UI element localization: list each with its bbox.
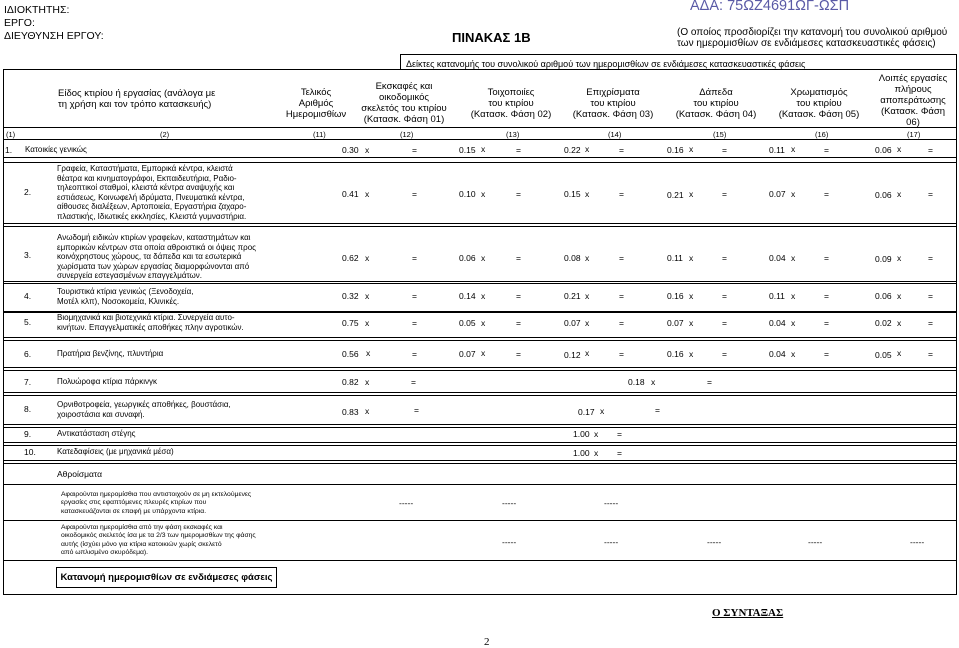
table-description — [677, 27, 947, 49]
rule — [3, 223, 957, 224]
value-cell: 0.11 — [667, 253, 683, 263]
value-cell: 0.02 — [875, 318, 892, 328]
equals-sign: = — [619, 253, 624, 263]
row-description-line: συνεργεία εστεγασμένων επαγγελμάτων. — [57, 271, 202, 281]
row-number: 5. — [24, 317, 32, 327]
row-description-line: Ανωδομή ειδικών κτιρίων γραφείων, καταστημάτων και — [57, 233, 251, 242]
times-sign: x — [791, 253, 796, 263]
value-cell: 0.05 — [875, 350, 892, 360]
row-description-line: θέατρα και κινηματογράφοι, Εκπαιδευτήρια, Ραδιο- — [57, 173, 237, 183]
equals-sign: = — [619, 145, 624, 155]
times-sign: x — [651, 377, 656, 387]
header-line: (Κατασκ. Φάση — [880, 106, 946, 117]
header-phase-01 — [356, 81, 452, 125]
header-line: του κτιρίου — [796, 98, 842, 109]
value-cell: 0.07 — [564, 318, 581, 328]
equals-sign: = — [722, 253, 727, 263]
times-sign: x — [481, 189, 486, 199]
equals-sign: = — [412, 145, 417, 155]
header-line: Αριθμός — [298, 98, 334, 109]
row-description — [57, 287, 193, 306]
column-number: (15) — [713, 130, 727, 139]
rule — [3, 460, 957, 461]
row-description: Πρατήρια βενζίνης, πλυντήρια — [57, 349, 164, 358]
times-sign: x — [365, 253, 370, 263]
row-description: Πολυώροφα κτίρια πάρκινγκ — [57, 377, 158, 386]
dash-placeholder: ----- — [604, 537, 619, 547]
note-line: Αφαιρούνται ημερομίσθια που αντιστοιχούν σε μη εκτελούμενες — [61, 491, 252, 498]
times-sign: x — [365, 189, 370, 199]
equals-sign: = — [617, 429, 622, 439]
header-line: πλήρους — [894, 84, 932, 95]
header-phase-03 — [565, 87, 661, 120]
rule — [3, 520, 957, 521]
note-line: εργασίες στις εφαπτόμενες πλευρές κτιρίων που — [61, 499, 207, 507]
row-description — [57, 164, 246, 222]
value-cell: 0.07 — [459, 349, 476, 359]
value-cell: 0.75 — [342, 318, 359, 328]
row-number: 7. — [24, 377, 32, 387]
equals-sign: = — [412, 318, 417, 328]
rule — [3, 69, 957, 70]
times-sign: x — [897, 253, 902, 263]
note-line: αυτής (ίσχύει μόνο για κτίρια κατοικιών χωρίς σκελετό — [61, 540, 222, 548]
note-line: οικοδομικός σκελετός ίσα με τα 2/3 των ημερομισθίων της φάσης — [61, 532, 256, 540]
row-number: 2. — [24, 187, 32, 197]
column-number: (12) — [400, 130, 414, 139]
equals-sign: = — [412, 189, 417, 199]
row-number: 8. — [24, 404, 32, 414]
header-line: (Κατασκ. Φάση 02) — [470, 109, 552, 120]
header-phase-04 — [668, 87, 764, 120]
header-line: του κτιρίου — [590, 98, 636, 109]
header-line: Χρωματισμός — [790, 87, 848, 98]
column-number: (11) — [313, 130, 326, 139]
value-cell: 0.41 — [342, 189, 359, 199]
times-sign: x — [689, 291, 694, 301]
note-line: κατασκευάζονται σε επαφή με υπάρχοντα κτίρια. — [61, 507, 207, 515]
rule — [3, 463, 957, 464]
times-sign: x — [481, 144, 486, 154]
equals-sign: = — [619, 349, 624, 359]
rule — [3, 157, 957, 158]
row-description-line: εμπορικών κέντρων στα οποία αθροιστικά οι όψεις προς — [57, 242, 256, 252]
row-description-line: Γραφεία, Καταστήματα, Εμπορικά κέντρα, κλειστά — [57, 164, 233, 173]
rule — [400, 54, 957, 55]
value-cell: 0.04 — [769, 349, 786, 359]
equals-sign: = — [722, 145, 727, 155]
row-number: 9. — [24, 429, 32, 439]
rule — [3, 442, 957, 443]
value-cell: 0.09 — [875, 254, 892, 264]
value-cell: 0.16 — [667, 349, 684, 359]
row-description-line: πλαστικής, Ιδιωτικές εκκλησίες, Κλειστά γυμναστήρια. — [57, 211, 247, 221]
project-label: ΕΡΓΟ: — [4, 17, 35, 29]
times-sign: x — [585, 318, 590, 328]
rule — [400, 54, 401, 69]
times-sign: x — [365, 318, 370, 328]
row-number: 10. — [24, 447, 36, 457]
equals-sign: = — [928, 253, 933, 263]
value-cell: 0.07 — [667, 318, 684, 328]
owner-label: ΙΔΙΟΚΤΗΤΗΣ: — [4, 4, 70, 16]
header-phase-02 — [463, 87, 559, 120]
times-sign: x — [585, 253, 590, 263]
value-cell: 0.11 — [769, 145, 785, 155]
equals-sign: = — [412, 253, 417, 263]
value-cell: 0.21 — [564, 291, 581, 301]
times-sign: x — [791, 349, 796, 359]
times-sign: x — [897, 318, 902, 328]
header-line: (Κατασκ. Φάση 04) — [675, 109, 757, 120]
row-description-line: χοιροστάσια και συναφή. — [57, 409, 145, 419]
deduction-note-adjacent — [61, 491, 251, 516]
note-line: Αφαιρούνται ημερομίσθια από την φάση εκσκαφές και — [61, 524, 223, 531]
equals-sign: = — [516, 189, 521, 199]
times-sign: x — [594, 429, 599, 439]
value-cell: 0.08 — [564, 253, 581, 263]
times-sign: x — [481, 291, 486, 301]
header-line: (Κατασκ. Φάση 03) — [572, 109, 654, 120]
rule — [3, 69, 4, 594]
table-title: ΠΙΝΑΚΑΣ 1Β — [452, 30, 531, 45]
value-cell: 0.12 — [564, 350, 581, 360]
header-line: Εκσκαφές και — [375, 81, 433, 92]
equals-sign: = — [722, 349, 727, 359]
table-description-line: των ημερομισθίων σε ενδιάμεσες κατασκευαστικές φάσεις) — [677, 38, 936, 49]
value-cell: 0.07 — [769, 189, 786, 199]
row-description-line: κοινόχρηστους χώρους, τα δάπεδα και τα εσωτερικά — [57, 252, 242, 262]
value-cell: 0.04 — [769, 318, 786, 328]
value-cell: 0.16 — [667, 291, 684, 301]
header-line: Επιχρίσματα — [586, 87, 640, 98]
row-number: 6. — [24, 349, 32, 359]
column-number: (17) — [907, 130, 921, 139]
phase-indices-subtitle: Δείκτες κατανομής του συνολικού αριθμού των ημερομισθίων σε ενδιάμεσες κατασκευαστικές φάσεις — [406, 59, 806, 69]
times-sign: x — [689, 318, 694, 328]
header-final-days — [283, 87, 349, 120]
equals-sign: = — [928, 291, 933, 301]
row-number: 4. — [24, 291, 32, 301]
header-line: τη χρήση και τον τρόπο κατασκευής) — [58, 99, 212, 110]
rule — [3, 427, 957, 428]
equals-sign: = — [928, 349, 933, 359]
row-description: Αντικατάσταση στέγης — [57, 429, 136, 438]
row-number: 1. — [5, 145, 13, 155]
equals-sign: = — [516, 145, 521, 155]
header-line: αποπεράτωσης — [880, 95, 946, 106]
times-sign: x — [585, 144, 590, 154]
rule — [3, 560, 957, 561]
times-sign: x — [689, 349, 694, 359]
equals-sign: = — [722, 318, 727, 328]
times-sign: x — [366, 348, 371, 358]
equals-sign: = — [824, 145, 829, 155]
equals-sign: = — [619, 318, 624, 328]
times-sign: x — [897, 291, 902, 301]
equals-sign: = — [928, 318, 933, 328]
rule — [3, 281, 957, 282]
row-number: 3. — [24, 250, 32, 260]
value-cell: 0.22 — [564, 145, 581, 155]
header-labels — [4, 4, 104, 43]
equals-sign: = — [516, 291, 521, 301]
row-description-line: αίθουσες διαλέξεων, Αρτοποιεία, Εργαστήρια ζαχαρο- — [57, 202, 247, 212]
table-description-line: (Ο οποίος προσδιορίζει την κατανομή του συνολικού αριθμού — [677, 27, 948, 38]
times-sign: x — [585, 189, 590, 199]
column-number: (2) — [160, 130, 170, 139]
times-sign: x — [791, 318, 796, 328]
rule — [3, 367, 957, 368]
row-description-line: Μοτέλ κλπ), Νοσοκομεία, Κλινικές. — [57, 296, 180, 306]
times-sign: x — [897, 348, 902, 358]
equals-sign: = — [414, 405, 419, 415]
rule — [3, 283, 957, 284]
value-cell: 0.30 — [342, 145, 359, 155]
times-sign: x — [791, 189, 796, 199]
phase-allocation-total: Κατανομή ημερομισθίων σε ενδιάμεσες φάσεις — [56, 567, 277, 588]
header-line: σκελετός του κτιρίου — [361, 103, 447, 114]
value-cell: 0.06 — [875, 190, 892, 200]
dash-placeholder: ----- — [808, 537, 823, 547]
dash-placeholder: ----- — [399, 498, 414, 508]
times-sign: x — [481, 348, 486, 358]
header-line: Είδος κτιρίου ή εργασίας (ανάλογα με — [58, 88, 216, 99]
value-cell: 0.16 — [667, 145, 684, 155]
header-line: του κτιρίου — [488, 98, 534, 109]
row-description-line: Ορνιθοτροφεία, γεωργικές αποθήκες, βουστάσια, — [57, 400, 231, 409]
value-cell: 0.11 — [769, 291, 785, 301]
column-number: (16) — [815, 130, 829, 139]
times-sign: x — [481, 253, 486, 263]
times-sign: x — [481, 318, 486, 328]
column-number: (14) — [608, 130, 622, 139]
row-description-line: κινήτων. Επαγγελματικές αποθήκες πλην αγροτικών. — [57, 322, 244, 332]
rule — [3, 594, 957, 595]
times-sign: x — [689, 189, 694, 199]
value-cell: 0.06 — [459, 253, 476, 263]
dash-placeholder: ----- — [910, 537, 925, 547]
times-sign: x — [791, 144, 796, 154]
row-description-line: τηλεοπτικοί σταθμοί, κλειστά κέντρα αναψυχής και — [57, 183, 235, 193]
header-phase-06 — [868, 73, 958, 128]
header-line: Λοιπές εργασίες — [878, 73, 948, 84]
equals-sign: = — [707, 377, 712, 387]
row-description: Κατεδαφίσεις (με μηχανικά μέσα) — [57, 447, 174, 456]
directorate-label: ΔΙΕΥΘΥΝΣΗ ΕΡΓΟΥ: — [4, 30, 104, 42]
times-sign: x — [585, 348, 590, 358]
rule — [3, 127, 957, 128]
rule — [3, 162, 957, 163]
times-sign: x — [585, 291, 590, 301]
equals-sign: = — [412, 291, 417, 301]
equals-sign: = — [928, 145, 933, 155]
dash-placeholder: ----- — [502, 498, 517, 508]
dash-placeholder: ----- — [502, 537, 517, 547]
rule — [3, 445, 957, 446]
times-sign: x — [365, 377, 370, 387]
value-cell: 0.15 — [459, 145, 476, 155]
column-number: (1) — [6, 130, 16, 139]
value-cell: 0.04 — [769, 253, 786, 263]
row-description: Κατοικίες γενικώς — [25, 145, 87, 154]
equals-sign: = — [722, 291, 727, 301]
value-cell: 0.82 — [342, 377, 359, 387]
row-description-line: χωρίσματα των χώρων εργασίας διαμορφώνονται από — [57, 261, 250, 271]
row-description — [57, 400, 231, 419]
times-sign: x — [600, 406, 605, 416]
header-line: του κτιρίου — [693, 98, 739, 109]
value-cell: 0.10 — [459, 189, 476, 199]
row-description-line: εστιάσεως, Κοινωφελή ιδρύματα, Πνευματικά κέντρα, — [57, 192, 245, 202]
times-sign: x — [897, 189, 902, 199]
sums-label: Αθροίσματα — [57, 469, 103, 479]
times-sign: x — [897, 144, 902, 154]
equals-sign: = — [617, 448, 622, 458]
rule — [3, 392, 957, 393]
equals-sign: = — [412, 349, 417, 359]
equals-sign: = — [619, 189, 624, 199]
header-line: 06) — [906, 117, 920, 128]
value-cell: 0.83 — [342, 407, 359, 417]
header-building-type — [58, 88, 215, 110]
rule — [3, 484, 957, 485]
page-number: 2 — [484, 636, 490, 648]
equals-sign: = — [824, 291, 829, 301]
equals-sign: = — [411, 377, 416, 387]
value-cell: 0.56 — [342, 349, 359, 359]
deduction-note-no-frame — [61, 524, 256, 558]
rule — [3, 139, 957, 140]
times-sign: x — [689, 144, 694, 154]
rule — [956, 54, 957, 594]
value-cell: 0.06 — [875, 291, 892, 301]
header-line: Τελικός — [300, 87, 332, 98]
column-number: (13) — [506, 130, 520, 139]
author-signature-label: Ο ΣΥΝΤΑΞΑΣ — [712, 607, 784, 619]
times-sign: x — [689, 253, 694, 263]
value-cell: 0.17 — [578, 407, 595, 417]
equals-sign: = — [824, 253, 829, 263]
equals-sign: = — [516, 349, 521, 359]
ada-code: ΑΔΑ: 75ΩΖ4691ΩΓ-ΩΣΠ — [690, 0, 850, 14]
equals-sign: = — [722, 189, 727, 199]
header-line: οικοδομικός — [379, 92, 429, 103]
equals-sign: = — [619, 291, 624, 301]
equals-sign: = — [655, 405, 660, 415]
equals-sign: = — [928, 189, 933, 199]
row-description-line: Βιομηχανικά και βιοτεχνικά κτίρια. Συνεργεία αυτο- — [57, 313, 235, 322]
dash-placeholder: ----- — [707, 537, 722, 547]
header-phase-05 — [771, 87, 867, 120]
rule — [3, 395, 957, 396]
header-line: Δάπεδα — [699, 87, 733, 98]
row-description-line: Τουριστικά κτίρια γενικώς (Ξενοδοχεία, — [57, 287, 194, 296]
row-description — [57, 313, 244, 332]
rule — [3, 226, 957, 227]
value-cell: 0.21 — [667, 190, 684, 200]
times-sign: x — [365, 145, 370, 155]
rule — [3, 337, 957, 338]
equals-sign: = — [516, 253, 521, 263]
equals-sign: = — [824, 318, 829, 328]
header-line: Ημερομισθίων — [285, 109, 347, 120]
dash-placeholder: ----- — [604, 498, 619, 508]
note-line: από ωπλισμένο σκυρόδεμα). — [61, 549, 149, 557]
value-cell: 1.00 — [573, 448, 590, 458]
value-cell: 0.62 — [342, 253, 359, 263]
times-sign: x — [791, 291, 796, 301]
value-cell: 0.06 — [875, 145, 892, 155]
times-sign: x — [594, 448, 599, 458]
value-cell: 1.00 — [573, 429, 590, 439]
equals-sign: = — [824, 189, 829, 199]
header-line: (Κατασκ. Φάση 01) — [363, 114, 445, 125]
value-cell: 0.14 — [459, 291, 476, 301]
value-cell: 0.18 — [628, 377, 645, 387]
header-line: Τοιχοποιίες — [487, 87, 535, 98]
header-line: (Κατασκ. Φάση 05) — [778, 109, 860, 120]
rule — [3, 370, 957, 371]
equals-sign: = — [516, 318, 521, 328]
value-cell: 0.15 — [564, 189, 581, 199]
rule — [3, 340, 957, 341]
rule — [3, 424, 957, 425]
value-cell: 0.05 — [459, 318, 476, 328]
times-sign: x — [365, 291, 370, 301]
row-description — [57, 233, 256, 281]
value-cell: 0.32 — [342, 291, 359, 301]
equals-sign: = — [824, 349, 829, 359]
times-sign: x — [365, 406, 370, 416]
